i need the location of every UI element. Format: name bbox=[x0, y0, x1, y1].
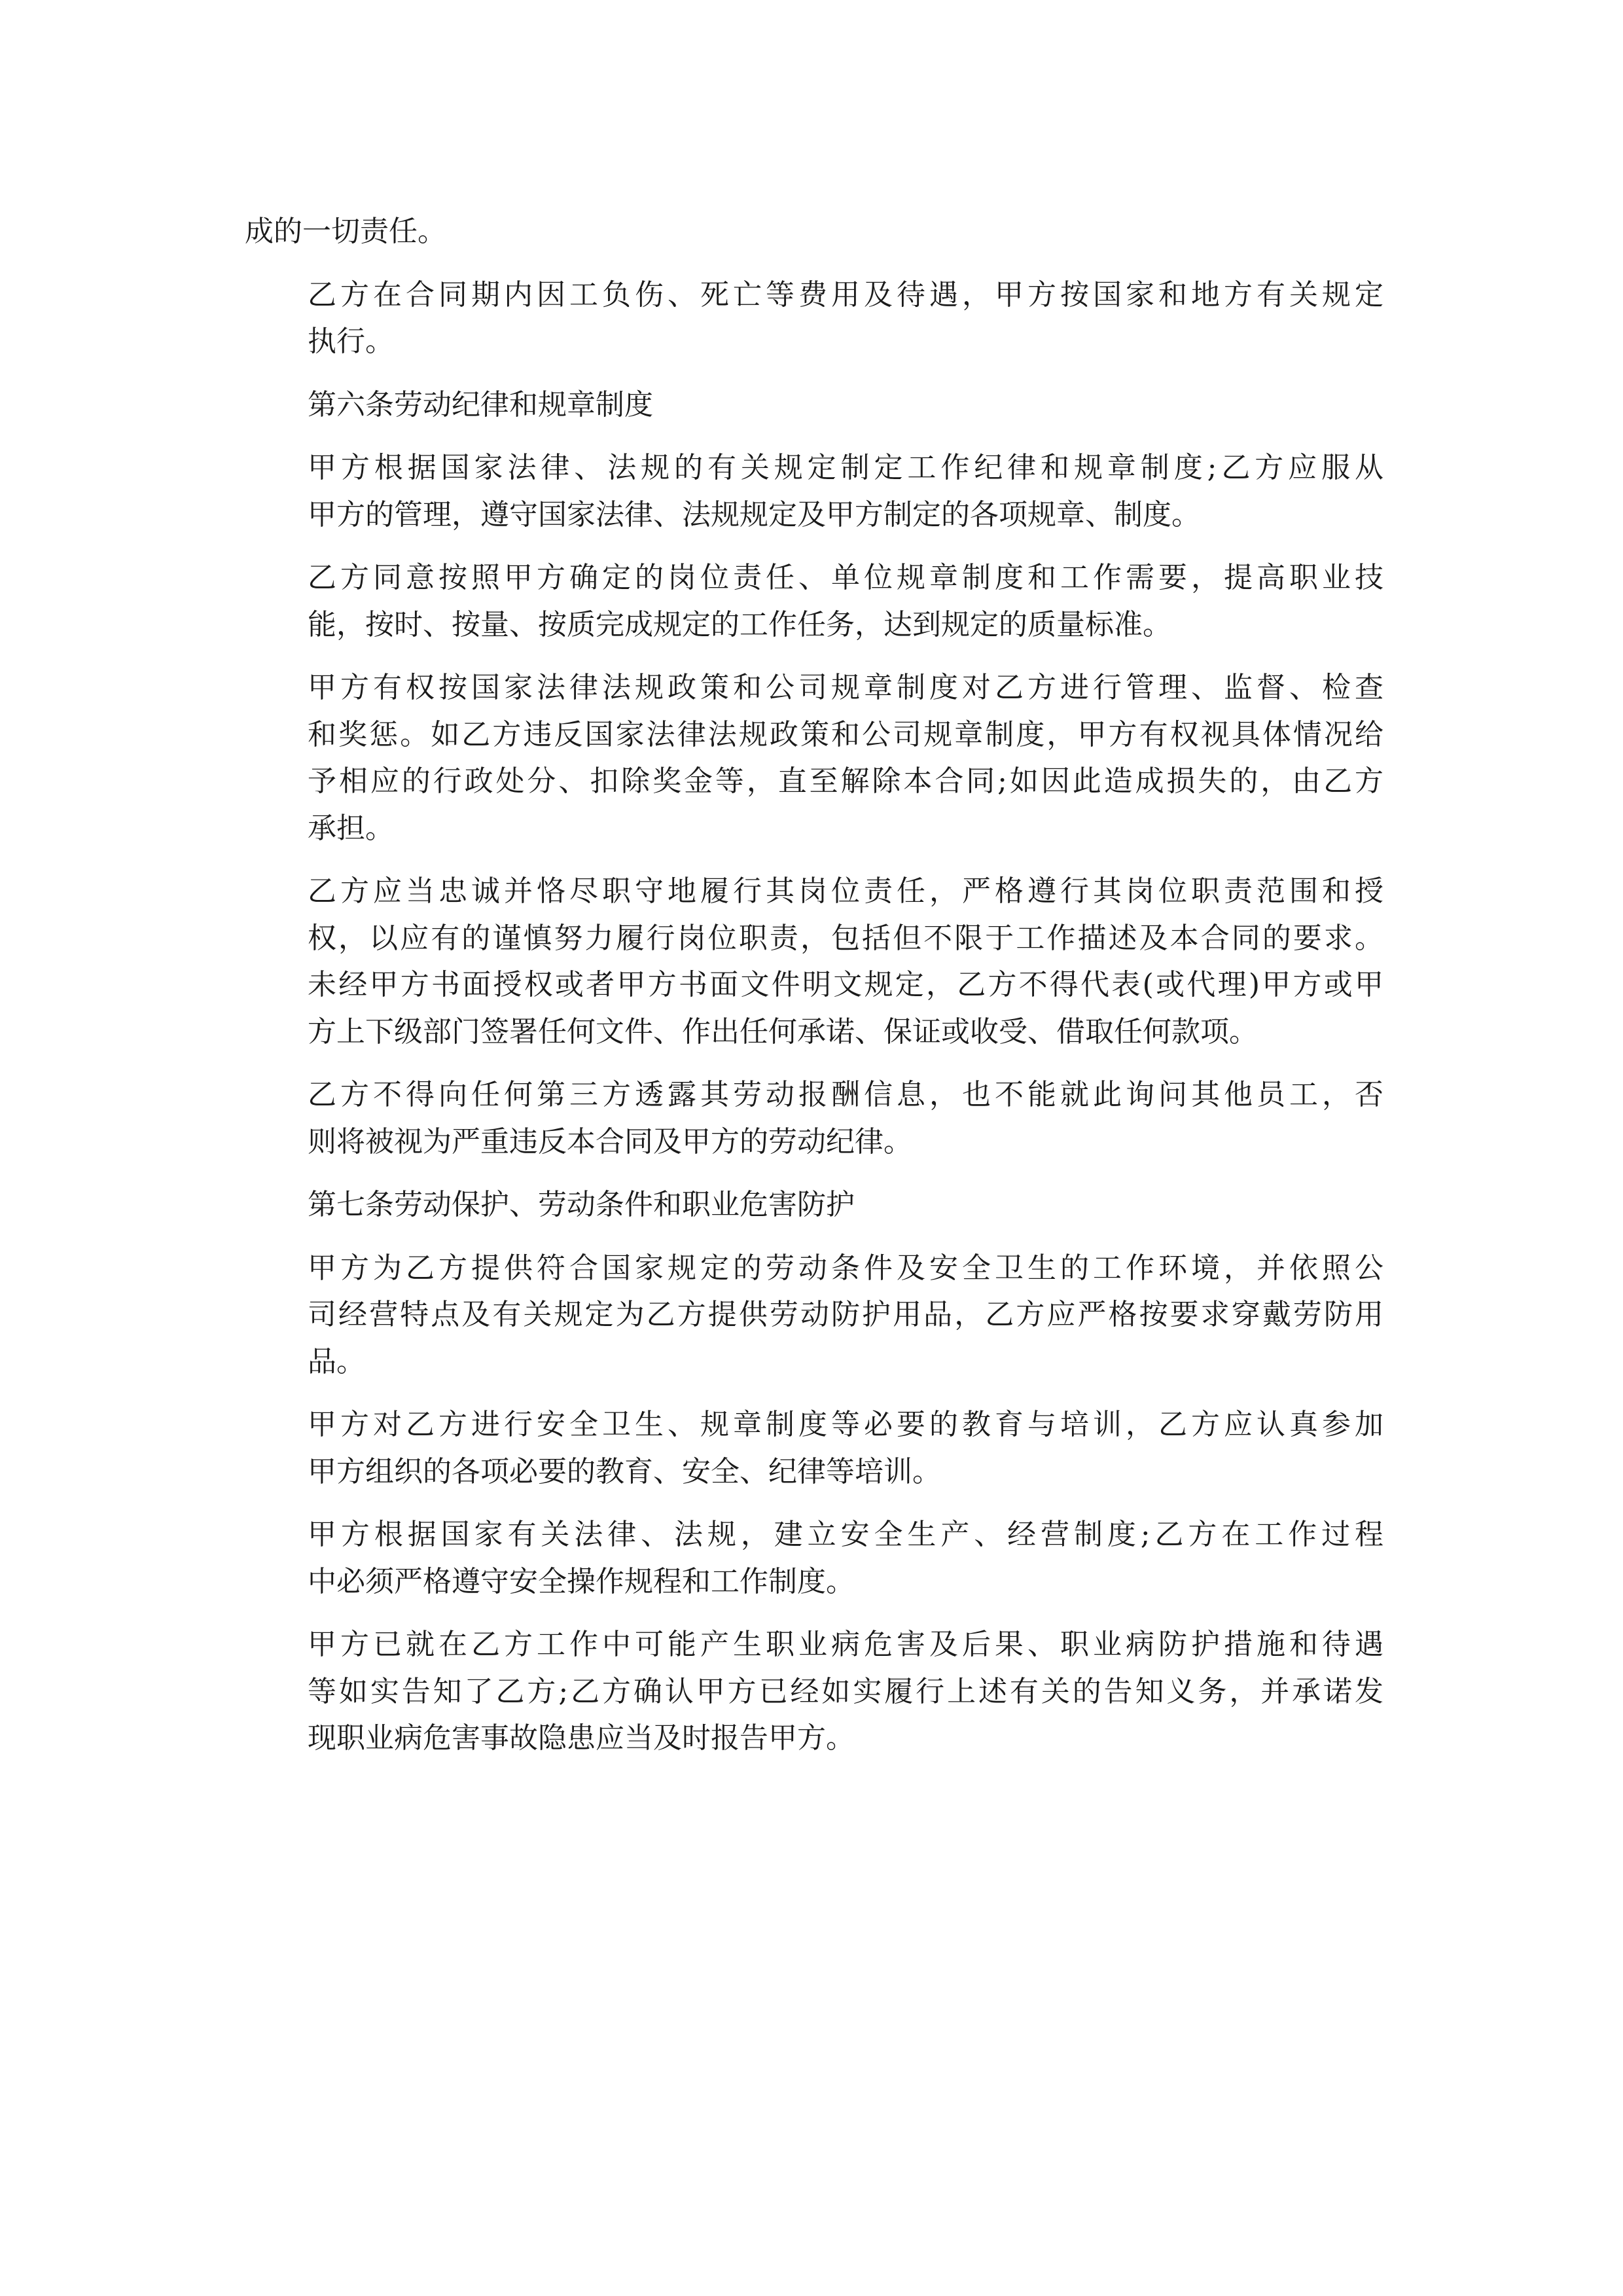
text-line: 司经营特点及有关规定为乙方提供劳动防护用品，乙方应严格按要求穿戴劳防用 bbox=[308, 1298, 1383, 1331]
text-line: 乙方应当忠诚并恪尽职守地履行其岗位责任，严格遵行其岗位职责范围和授 bbox=[308, 874, 1383, 908]
paragraph bbox=[245, 1071, 1383, 1165]
paragraph bbox=[245, 1401, 1383, 1495]
text-line: 方上下级部门签署任何文件、作出任何承诺、保证或收受、借取任何款项。 bbox=[308, 1014, 1258, 1049]
text-line: 甲方有权按国家法律法规政策和公司规章制度对乙方进行管理、监督、检查 bbox=[308, 671, 1383, 704]
paragraph bbox=[245, 208, 1383, 255]
text-line: 品。 bbox=[308, 1344, 365, 1378]
text-line: 成的一切责任。 bbox=[245, 215, 446, 248]
text-line: 执行。 bbox=[308, 325, 394, 358]
text-line: 第七条劳动保护、劳动条件和职业危害防护 bbox=[308, 1188, 855, 1221]
text-line: 未经甲方书面授权或者甲方书面文件明文规定，乙方不得代表(或代理)甲方或甲 bbox=[308, 968, 1383, 1001]
text-line: 甲方对乙方进行安全卫生、规章制度等必要的教育与培训，乙方应认真参加 bbox=[308, 1408, 1383, 1441]
text-line: 甲方根据国家法律、法规的有关规定制定工作纪律和规章制度;乙方应服从 bbox=[308, 451, 1383, 484]
section-heading bbox=[245, 382, 1383, 429]
text-line: 甲方根据国家有关法律、法规，建立安全生产、经营制度;乙方在工作过程 bbox=[308, 1518, 1383, 1551]
paragraph bbox=[245, 868, 1383, 1055]
paragraph bbox=[245, 272, 1383, 365]
paragraph bbox=[245, 664, 1383, 852]
text-line: 第六条劳动纪律和规章制度 bbox=[308, 387, 653, 422]
text-line: 乙方不得向任何第三方透露其劳动报酬信息，也不能就此询问其他员工，否 bbox=[308, 1078, 1383, 1111]
text-line: 甲方组织的各项必要的教育、安全、纪律等培训。 bbox=[308, 1454, 941, 1488]
text-line: 中必须严格遵守安全操作规程和工作制度。 bbox=[308, 1564, 855, 1598]
text-line: 乙方同意按照甲方确定的岗位责任、单位规章制度和工作需要，提高职业技 bbox=[308, 561, 1383, 594]
paragraph bbox=[245, 1621, 1383, 1762]
text-line: 能，按时、按量、按质完成规定的工作任务，达到规定的质量标准。 bbox=[308, 607, 1171, 641]
text-line: 甲方的管理，遵守国家法律、法规规定及甲方制定的各项规章、制度。 bbox=[308, 497, 1200, 531]
paragraph bbox=[245, 1511, 1383, 1605]
paragraph bbox=[245, 554, 1383, 648]
text-line: 现职业病危害事故隐患应当及时报告甲方。 bbox=[308, 1721, 855, 1755]
text-line: 权，以应有的谨慎努力履行岗位职责，包括但不限于工作描述及本合同的要求。 bbox=[308, 921, 1383, 955]
text-line: 予相应的行政处分、扣除奖金等，直至解除本合同;如因此造成损失的，由乙方 bbox=[308, 764, 1383, 798]
text-line: 和奖惩。如乙方违反国家法律法规政策和公司规章制度，甲方有权视具体情况给 bbox=[308, 717, 1383, 751]
text-line: 则将被视为严重违反本合同及甲方的劳动纪律。 bbox=[308, 1124, 912, 1158]
text-line: 等如实告知了乙方;乙方确认甲方已经如实履行上述有关的告知义务，并承诺发 bbox=[308, 1674, 1383, 1708]
section-heading bbox=[245, 1181, 1383, 1229]
text-line: 甲方为乙方提供符合国家规定的劳动条件及安全卫生的工作环境，并依照公 bbox=[308, 1251, 1383, 1285]
text-line: 承担。 bbox=[308, 811, 394, 845]
document-body bbox=[245, 208, 1383, 1778]
paragraph bbox=[245, 1245, 1383, 1386]
text-line: 乙方在合同期内因工负伤、死亡等费用及待遇，甲方按国家和地方有关规定 bbox=[308, 278, 1383, 312]
text-line: 甲方已就在乙方工作中可能产生职业病危害及后果、职业病防护措施和待遇 bbox=[308, 1628, 1383, 1661]
paragraph bbox=[245, 444, 1383, 538]
